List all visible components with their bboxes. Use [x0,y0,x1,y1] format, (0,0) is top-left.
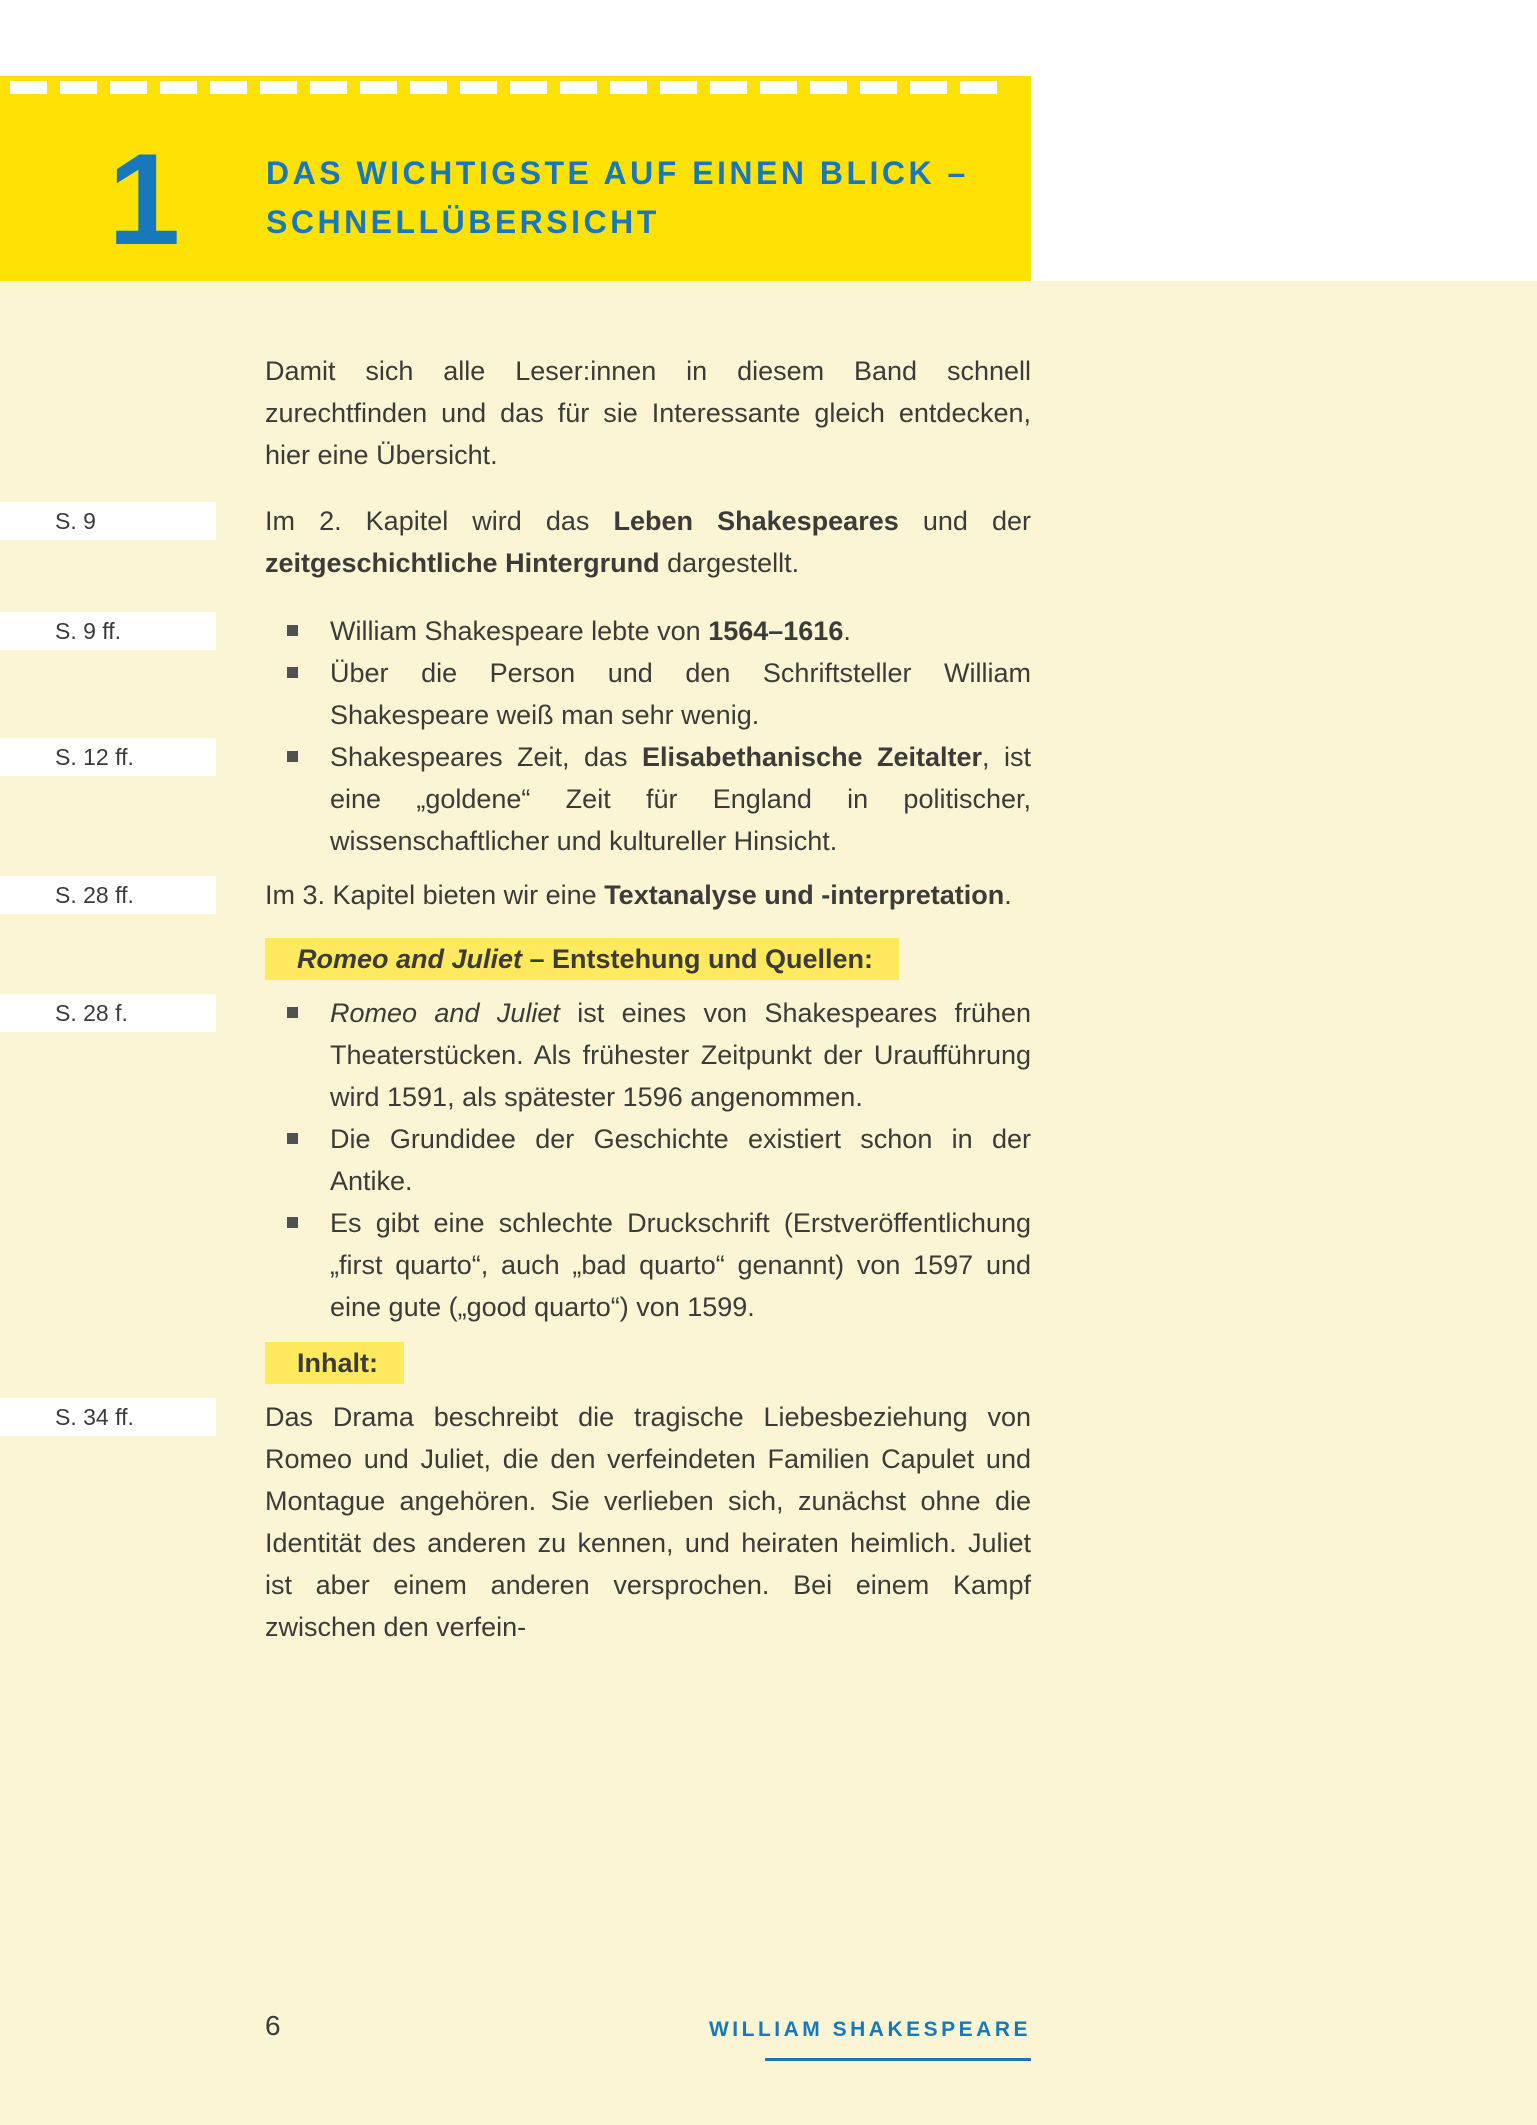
dashed-divider [10,81,1007,94]
chapter-number: 1 [108,126,181,272]
bullet-square-icon [287,751,298,762]
synopsis-paragraph [55,1396,1031,1648]
chapter3-summary [55,874,1031,916]
main-text-column [55,350,1031,1648]
chapter2-summary-text: Im 2. Kapitel wird das Leben Shakespeares und der zeitgeschichtliche Hintergrund dargestellt. [265,506,1031,578]
chapter-title [266,149,969,247]
list-item [55,736,1031,862]
margin-page-ref: S. 34 ff. [0,1398,216,1436]
margin-page-ref: S. 28 ff. [0,876,216,914]
list-item-text: Romeo and Juliet ist eines von Shakespeares frühen Theaterstücken. Als frühester Zeitpunkt der Uraufführung wird 1591, als spätester 1596 angenommen. [330,998,1031,1112]
list-item [265,1118,1031,1202]
margin-page-ref: S. 12 ff. [0,738,216,776]
footer-page-number: 6 [265,2010,281,2041]
margin-page-ref: S. 9 ff. [0,612,216,650]
synopsis-text: Das Drama beschreibt die tragische Liebesbeziehung von Romeo und Juliet, die den verfeindeten Familien Capulet und Montague angehören. Sie verlieben sich, zunächst ohne die Identität des anderen zu kennen, und heiraten heimlich. Juliet ist aber einem anderen versprochen. Bei einem Kampf zwischen den verfein- [265,1402,1031,1642]
bullet-square-icon [287,667,298,678]
footer-rule [765,2058,1031,2061]
facts-list-romeo-juliet [55,992,1031,1328]
list-item-text: Über die Person und den Schriftsteller William Shakespeare weiß man sehr wenig. [330,658,1031,730]
list-item-text: Es gibt eine schlechte Druckschrift (Erstveröffentlichung „first quarto“, auch „bad quarto“ genannt) von 1597 und eine gute („good quarto“) von 1599. [330,1208,1031,1322]
chapter2-summary [55,500,1031,584]
chapter3-summary-text: Im 3. Kapitel bieten wir eine Textanalyse und -interpretation. [265,880,1012,910]
section-heading-sources: Romeo and Juliet – Entstehung und Quellen: [265,938,899,980]
list-item-text: Shakespeares Zeit, das Elisabethanische Zeitalter, ist eine „goldene“ Zeit für England in politischer, wissenschaftlicher und kultureller Hinsicht. [330,742,1031,856]
bullet-square-icon [287,1133,298,1144]
list-item [55,992,1031,1118]
margin-page-ref: S. 9 [0,502,216,540]
chapter-title-line1: DAS WICHTIGSTE AUF EINEN BLICK – [266,155,969,191]
intro-paragraph: Damit sich alle Leser:innen in diesem Band schnell zurechtfinden und das für sie Interessante gleich entdecken, hier eine Übersicht. [265,356,1031,470]
list-item [265,1202,1031,1328]
list-item [55,610,1031,652]
facts-list-shakespeare [55,610,1031,862]
footer-running-title: WILLIAM SHAKESPEARE [708,2018,1031,2041]
bullet-square-icon [287,1007,298,1018]
list-item-text: William Shakespeare lebte von 1564–1616. [330,616,851,646]
section-heading-inhalt: Inhalt: [265,1342,404,1384]
bullet-square-icon [287,1217,298,1228]
chapter-title-line2: SCHNELLÜBERSICHT [266,204,660,240]
list-item [265,652,1031,736]
list-item-text: Die Grundidee der Geschichte existiert schon in der Antike. [330,1124,1031,1196]
margin-page-ref: S. 28 f. [0,994,216,1032]
bullet-square-icon [287,625,298,636]
